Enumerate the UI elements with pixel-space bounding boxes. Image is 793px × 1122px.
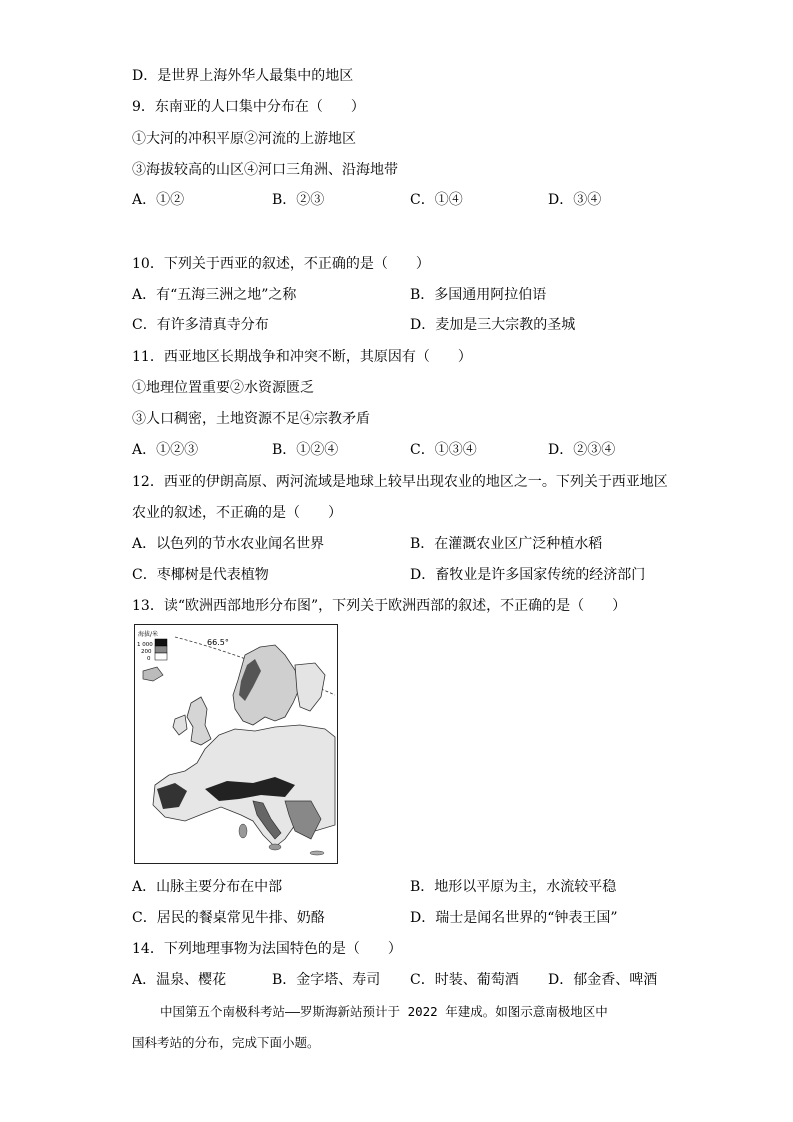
- legend-value-0: 0: [147, 656, 151, 662]
- map-drawing: [135, 625, 337, 863]
- question-10: 10．下列关于西亚的叙述，不正确的是（ ）: [132, 256, 430, 272]
- legend-title: 海拔/米: [138, 631, 159, 638]
- q10-option-a: A．有“五海三洲之地”之称: [132, 287, 297, 303]
- q11-option-d: D．②③④: [548, 442, 616, 458]
- q12-option-d: D．畜牧业是许多国家传统的经济部门: [410, 567, 646, 583]
- sardinia-island: [239, 824, 247, 838]
- q14-option-b: B．金字塔、寿司: [272, 972, 381, 988]
- q13-option-a: A．山脉主要分布在中部: [132, 879, 283, 895]
- legend-swatch-high: [155, 639, 167, 646]
- q8-option-d: D．是世界上海外华人最集中的地区: [132, 68, 354, 84]
- q10-option-b: B．多国通用阿拉伯语: [410, 287, 547, 303]
- q9-statement-1: ①大河的冲积平原②河流的上游地区: [132, 131, 356, 147]
- western-europe-terrain-map: [134, 624, 338, 864]
- question-9: 9．东南亚的人口集中分布在（ ）: [132, 99, 365, 115]
- question-12-line-1: 12．西亚的伊朗高原、两河流域是地球上较早出现农业的地区之一。下列关于西亚地区: [132, 474, 668, 490]
- q13-option-d: D．瑞士是闻名世界的“钟表王国”: [410, 910, 618, 926]
- q9-option-a: A．①②: [132, 192, 185, 208]
- question-13: 13．读“欧洲西部地形分布图”，下列关于欧洲西部的叙述，不正确的是（ ）: [132, 598, 627, 614]
- q11-option-a: A．①②③: [132, 442, 199, 458]
- legend-value-200: 200: [141, 649, 152, 655]
- q10-option-c: C．有许多清真寺分布: [132, 317, 269, 333]
- q9-option-c: C．①④: [410, 192, 463, 208]
- q11-statement-1: ①地理位置重要②水资源匮乏: [132, 380, 314, 396]
- q11-statement-2: ③人口稠密，土地资源不足④宗教矛盾: [132, 411, 370, 427]
- question-14: 14．下列地理事物为法国特色的是（ ）: [132, 941, 402, 957]
- q12-option-c: C．枣椰树是代表植物: [132, 567, 269, 583]
- q12-option-b: B．在灌溉农业区广泛种植水稻: [410, 536, 603, 552]
- q12-option-a: A．以色列的节水农业闻名世界: [132, 536, 325, 552]
- q14-option-c: C．时装、葡萄酒: [410, 972, 519, 988]
- q9-statement-2: ③海拔较高的山区④河口三角洲、沿海地带: [132, 162, 398, 178]
- sicily-island: [269, 844, 281, 850]
- legend-swatch-low: [155, 653, 167, 660]
- latitude-label: 66.5°: [207, 638, 229, 647]
- legend-swatch-mid: [155, 646, 167, 653]
- q10-option-d: D．麦加是三大宗教的圣城: [410, 317, 576, 333]
- legend-value-1000: 1 000: [137, 642, 153, 648]
- crete-island: [310, 851, 324, 855]
- q11-option-c: C．①③④: [410, 442, 477, 458]
- question-11: 11．西亚地区长期战争和冲突不断，其原因有（ ）: [132, 349, 472, 365]
- q9-option-d: D．③④: [548, 192, 602, 208]
- q14-option-d: D．郁金香、啤酒: [548, 972, 658, 988]
- q9-option-b: B．②③: [272, 192, 325, 208]
- q13-option-b: B．地形以平原为主，水流较平稳: [410, 879, 617, 895]
- q11-option-b: B．①②④: [272, 442, 339, 458]
- q14-option-a: A．温泉、樱花: [132, 972, 227, 988]
- intro-passage-line-2: 国科考站的分布，完成下面小题。: [132, 1035, 320, 1050]
- q13-option-c: C．居民的餐桌常见牛排、奶酪: [132, 910, 325, 926]
- question-12-line-2: 农业的叙述，不正确的是（ ）: [132, 505, 342, 521]
- intro-passage-line-1: 中国第五个南极科考站——罗斯海新站预计于 2022 年建成。如图示意南极地区中: [160, 1004, 608, 1019]
